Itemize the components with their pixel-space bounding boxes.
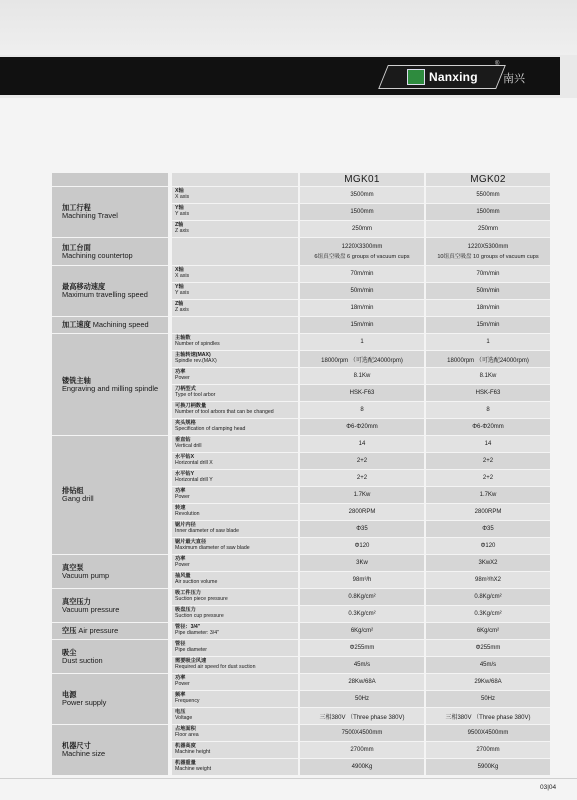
category-label-en: Dust suction xyxy=(62,655,103,665)
parameter-label-en: Z axis xyxy=(175,228,189,234)
category-label-en: Power supply xyxy=(62,698,107,707)
table-row xyxy=(52,640,550,656)
parameter-cell xyxy=(172,640,300,656)
value-mgk02-text: Φ35 xyxy=(482,526,494,532)
value-mgk01-text: 3Kw xyxy=(356,560,368,566)
value-mgk01-text: 2700mm xyxy=(350,747,374,753)
value-mgk01 xyxy=(300,742,426,758)
category-label-cn: 真空压力 xyxy=(62,596,91,606)
value-mgk02-text: 0.8Kg/cm² xyxy=(474,594,502,600)
value-mgk01-text: 18000rpm （可选配24000rpm) xyxy=(321,357,403,364)
table-header-row xyxy=(52,173,550,186)
value-mgk02 xyxy=(426,504,550,520)
value-mgk01-text: 2800RPM xyxy=(348,509,376,515)
page-top-margin xyxy=(0,0,577,55)
value-mgk02-text: 2+2 xyxy=(482,475,494,481)
parameter-label-cn: 功率 xyxy=(175,488,186,495)
parameter-cell xyxy=(172,742,300,758)
parameter-cell xyxy=(172,221,300,237)
parameter-label-cn: 夹头规格 xyxy=(175,420,196,427)
category-cell xyxy=(52,555,172,588)
value-mgk01 xyxy=(300,640,426,656)
value-mgk01 xyxy=(300,470,426,486)
parameter-label-en: Power xyxy=(175,681,190,687)
parameter-label-cn: 机器重量 xyxy=(175,760,196,767)
value-mgk01 xyxy=(300,238,426,265)
footer-line xyxy=(0,778,577,779)
value-mgk01 xyxy=(300,691,426,707)
parameter-label-cn: 功率 xyxy=(175,675,186,682)
parameter-cell xyxy=(172,572,300,588)
value-mgk02-text: 1.7Kw xyxy=(479,492,497,498)
value-mgk02 xyxy=(426,351,550,367)
value-mgk01 xyxy=(300,283,426,299)
parameter-label-en: Revolution xyxy=(175,511,200,517)
parameter-label-en: Inner diameter of saw blade xyxy=(175,528,240,534)
value-mgk01 xyxy=(300,204,426,220)
value-mgk01 xyxy=(300,674,426,690)
value-mgk01 xyxy=(300,419,426,435)
parameter-label-cn: 占地面积 xyxy=(175,726,196,733)
spec-table xyxy=(52,172,550,776)
value-mgk02 xyxy=(426,470,550,486)
category-label-en: Gang drill xyxy=(62,494,94,503)
category-label-en: Engraving and milling spindle xyxy=(62,383,159,393)
value-mgk02 xyxy=(426,487,550,503)
category-label-cn: 加工行程 xyxy=(62,203,91,212)
category-label-cn: 最高移动速度 xyxy=(62,282,106,291)
parameter-label-en: Z axis xyxy=(175,307,189,313)
parameter-label-cn: X轴 xyxy=(175,188,184,195)
value-mgk01-text: 50m/min xyxy=(350,288,374,294)
value-mgk01-text: Φ6-Φ20mm xyxy=(346,424,378,430)
parameter-label-cn: 机器高度 xyxy=(175,743,196,750)
value-mgk01 xyxy=(300,504,426,520)
value-mgk02-text: 98m³/hX2 xyxy=(474,577,501,583)
brand-logo xyxy=(378,65,506,89)
category-label-en: Vacuum pump xyxy=(62,570,110,580)
category-cell xyxy=(52,238,172,265)
category-label-en: Air pressure xyxy=(78,626,119,635)
parameter-cell xyxy=(172,300,300,316)
value-mgk01-text: 8.1Kw xyxy=(353,373,371,379)
value-mgk01 xyxy=(300,368,426,384)
value-mgk01 xyxy=(300,385,426,401)
value-mgk02 xyxy=(426,521,550,537)
value-mgk02-text: 8 xyxy=(486,407,490,413)
value-mgk02 xyxy=(426,204,550,220)
value-mgk02-text: 15m/min xyxy=(476,322,500,328)
value-mgk01-text: Φ255mm xyxy=(349,645,375,651)
value-mgk01-text: 6Kg/cm² xyxy=(350,628,374,634)
value-mgk02-text: 1 xyxy=(486,339,490,345)
parameter-cell xyxy=(172,317,300,333)
value-mgk02 xyxy=(426,708,550,724)
parameter-label-cn: 刀柄型式 xyxy=(175,386,196,393)
parameter-label-en: Air suction volume xyxy=(175,579,218,585)
category-cell xyxy=(52,623,172,639)
parameter-cell xyxy=(172,385,300,401)
value-mgk02 xyxy=(426,759,550,775)
value-mgk02-text: 9500X4500mm xyxy=(467,730,509,736)
value-mgk01 xyxy=(300,589,426,605)
value-mgk02-text: 0.3Kg/cm² xyxy=(474,611,502,617)
table-row xyxy=(52,589,550,605)
parameter-cell xyxy=(172,555,300,571)
parameter-cell xyxy=(172,470,300,486)
category-label-cn: 吸尘 xyxy=(62,647,77,657)
category-label-cn: 加工台面 xyxy=(62,242,91,252)
parameter-label-en: Horizontal drill X xyxy=(175,460,213,466)
parameter-cell xyxy=(172,725,300,741)
category-label-en: Machining countertop xyxy=(62,250,133,260)
parameter-cell xyxy=(172,657,300,673)
value-mgk01-text: 7500X4500mm xyxy=(341,730,383,736)
value-mgk02-text: 250mm xyxy=(477,226,498,232)
value-mgk01-text: 98m³/h xyxy=(352,577,372,583)
parameter-cell xyxy=(172,204,300,220)
value-mgk02 xyxy=(426,368,550,384)
category-cell xyxy=(52,589,172,622)
value-mgk02-text: 45m/s xyxy=(479,662,497,668)
category-label-en: Machining speed xyxy=(92,320,149,329)
category-label-cn: 镂铣主轴 xyxy=(62,375,91,385)
parameter-cell xyxy=(172,402,300,418)
value-mgk01 xyxy=(300,708,426,724)
value-mgk01 xyxy=(300,538,426,554)
parameter-label-cn: 垂直钻 xyxy=(175,437,191,444)
value-mgk01 xyxy=(300,436,426,452)
value-mgk01-detail: 6组真空吸盘 6 groups of vacuum cups xyxy=(314,253,410,260)
parameter-label-en: Required air speed for dust suction xyxy=(175,664,256,670)
brand-name-cn: 南兴 xyxy=(503,72,525,85)
value-mgk02-detail: 10组真空吸盘 10 groups of vacuum cups xyxy=(437,253,539,260)
parameter-label-cn: 需要吸尘风速 xyxy=(175,658,207,665)
value-mgk01-text: 50Hz xyxy=(354,696,369,702)
parameter-label-cn: Y轴 xyxy=(175,205,184,212)
value-mgk02 xyxy=(426,657,550,673)
parameter-label-cn: 锯片最大直径 xyxy=(175,539,207,546)
parameter-cell xyxy=(172,351,300,367)
parameter-label-en: Number of tool arbors that can be changed xyxy=(175,409,274,415)
value-mgk02 xyxy=(426,300,550,316)
category-cell xyxy=(52,187,172,237)
table-row xyxy=(52,266,550,282)
table-row xyxy=(52,334,550,350)
parameter-label-en: X axis xyxy=(175,273,190,279)
value-mgk01-text: 1 xyxy=(360,339,364,345)
table-row xyxy=(52,238,550,265)
parameter-cell xyxy=(172,589,300,605)
value-mgk02-text: 3KwX2 xyxy=(478,560,498,566)
value-mgk01 xyxy=(300,300,426,316)
value-mgk01 xyxy=(300,351,426,367)
category-label-cn: 空压 xyxy=(62,626,77,635)
parameter-label-en: Floor area xyxy=(175,732,199,738)
value-mgk02 xyxy=(426,453,550,469)
value-mgk01-text: 14 xyxy=(358,441,366,447)
parameter-label-cn: 锯片内径 xyxy=(175,522,196,529)
value-mgk01-text: HSK-F63 xyxy=(349,390,375,396)
table-row xyxy=(52,187,550,203)
parameter-cell xyxy=(172,487,300,503)
header-blank-cat xyxy=(52,173,172,186)
model-mgk01: MGK01 xyxy=(300,173,426,186)
value-mgk01-text: 0.3Kg/cm² xyxy=(348,611,376,617)
value-mgk02-text: 18m/min xyxy=(476,305,500,311)
parameter-label-en: Suction piece pressure xyxy=(175,596,228,602)
value-mgk02-text: 14 xyxy=(484,441,492,447)
parameter-label-en: Pipe diameter: 3/4" xyxy=(175,630,219,636)
parameter-label-en: Suction cup pressure xyxy=(175,613,224,619)
value-mgk01 xyxy=(300,266,426,282)
value-mgk01 xyxy=(300,187,426,203)
value-mgk01-text: 45m/s xyxy=(353,662,371,668)
parameter-label-cn: 管径：3/4" xyxy=(175,624,201,631)
value-mgk01-text: 3500mm xyxy=(350,192,374,198)
value-mgk01 xyxy=(300,521,426,537)
category-cell xyxy=(52,674,172,724)
value-mgk01 xyxy=(300,334,426,350)
parameter-cell xyxy=(172,368,300,384)
parameter-cell xyxy=(172,266,300,282)
value-mgk02-text: 6Kg/cm² xyxy=(476,628,500,634)
page-number: 03|04 xyxy=(540,784,557,791)
category-cell xyxy=(52,266,172,316)
value-mgk02 xyxy=(426,402,550,418)
value-mgk01-text: 三相380V （Three phase 380V) xyxy=(319,714,405,721)
value-mgk01-text: 1220X3300mm xyxy=(341,243,383,250)
value-mgk02 xyxy=(426,187,550,203)
value-mgk02 xyxy=(426,725,550,741)
parameter-label-en: Machine weight xyxy=(175,766,212,772)
value-mgk01 xyxy=(300,572,426,588)
category-label-cn: 机器尺寸 xyxy=(62,741,91,750)
value-mgk02 xyxy=(426,742,550,758)
value-mgk01-text: 2+2 xyxy=(356,475,368,481)
parameter-cell xyxy=(172,691,300,707)
value-mgk02 xyxy=(426,640,550,656)
value-mgk01 xyxy=(300,221,426,237)
value-mgk01-text: Φ35 xyxy=(356,526,368,532)
value-mgk01-text: 1500mm xyxy=(350,209,374,215)
parameter-cell xyxy=(172,623,300,639)
value-mgk01-text: 70m/min xyxy=(350,271,374,277)
category-label-cn: 电源 xyxy=(62,690,77,699)
category-cell xyxy=(52,436,172,554)
parameter-cell xyxy=(172,453,300,469)
parameter-label-en: Spindle rev.(MAX) xyxy=(175,358,217,364)
parameter-label-en: Power xyxy=(175,562,190,568)
value-mgk02-text: 2800RPM xyxy=(474,509,502,515)
parameter-label-cn: 转速 xyxy=(175,505,186,512)
value-mgk02 xyxy=(426,283,550,299)
parameter-cell xyxy=(172,238,300,265)
parameter-label-cn: X轴 xyxy=(175,267,184,274)
parameter-label-cn: Z轴 xyxy=(175,222,184,229)
table-row xyxy=(52,623,550,639)
parameter-cell xyxy=(172,283,300,299)
parameter-label-cn: 功率 xyxy=(175,556,186,563)
parameter-cell xyxy=(172,504,300,520)
value-mgk01-text: 2+2 xyxy=(356,458,368,464)
value-mgk01 xyxy=(300,453,426,469)
value-mgk01 xyxy=(300,317,426,333)
parameter-label-en: Y axis xyxy=(175,290,190,296)
registered-mark: ® xyxy=(495,61,500,67)
value-mgk02-text: 18000rpm （可选配24000rpm) xyxy=(447,357,529,364)
value-mgk02 xyxy=(426,623,550,639)
parameter-label-cn: Z轴 xyxy=(175,301,184,308)
value-mgk02-text: 29Kw/68A xyxy=(474,679,502,685)
category-label-cn: 真空泵 xyxy=(62,562,84,572)
value-mgk02-text: HSK-F63 xyxy=(475,390,501,396)
value-mgk02 xyxy=(426,538,550,554)
parameter-label-en: Power xyxy=(175,375,190,381)
category-label-cn: 加工速度 xyxy=(62,320,91,329)
category-label-en: Vacuum pressure xyxy=(62,604,120,614)
category-label-en: Machining Travel xyxy=(62,211,118,220)
parameter-label-en: Power xyxy=(175,494,190,500)
value-mgk02-text: 50Hz xyxy=(480,696,495,702)
value-mgk02-text: Φ255mm xyxy=(475,645,501,651)
parameter-label-cn: 主轴转速(MAX) xyxy=(175,352,211,359)
parameter-cell xyxy=(172,759,300,775)
value-mgk01-text: 28Kw/68A xyxy=(348,679,376,685)
value-mgk01 xyxy=(300,725,426,741)
table-row xyxy=(52,555,550,571)
parameter-label-en: Machine height xyxy=(175,749,211,755)
value-mgk01-text: 1.7Kw xyxy=(353,492,371,498)
parameter-label-en: Pipe diameter xyxy=(175,647,208,653)
parameter-label-en: Type of tool arbor xyxy=(175,392,216,398)
table-row xyxy=(52,317,550,333)
parameter-label-en: Y axis xyxy=(175,211,190,217)
model-mgk02: MGK02 xyxy=(426,173,550,186)
parameter-label-cn: 主轴数 xyxy=(175,335,191,342)
value-mgk02 xyxy=(426,555,550,571)
value-mgk01-text: 0.8Kg/cm² xyxy=(348,594,376,600)
value-mgk01-text: Φ120 xyxy=(354,543,370,549)
parameter-label-cn: 吸工件压力 xyxy=(175,590,201,597)
category-label-en: Maximum travelling speed xyxy=(62,290,148,299)
parameter-label-en: X axis xyxy=(175,194,190,200)
value-mgk02-text: 三相380V （Three phase 380V) xyxy=(445,714,531,721)
value-mgk01 xyxy=(300,555,426,571)
value-mgk02 xyxy=(426,691,550,707)
value-mgk02-text: 50m/min xyxy=(476,288,500,294)
value-mgk01-text: 8 xyxy=(360,407,364,413)
parameter-label-cn: 电压 xyxy=(175,709,186,716)
value-mgk02-text: 2700mm xyxy=(476,747,500,753)
value-mgk01-text: 15m/min xyxy=(350,322,374,328)
value-mgk02-text: Φ120 xyxy=(480,543,496,549)
parameter-label-en: Voltage xyxy=(175,715,193,721)
parameter-label-en: Number of spindles xyxy=(175,341,220,347)
category-cell xyxy=(52,317,172,333)
parameter-label-cn: 抽风量 xyxy=(175,573,191,580)
value-mgk02 xyxy=(426,334,550,350)
value-mgk02 xyxy=(426,238,550,265)
parameter-label-cn: 吸盘压力 xyxy=(175,607,196,614)
parameter-label-cn: Y轴 xyxy=(175,284,184,291)
parameter-label-en: Horizontal drill Y xyxy=(175,477,213,483)
parameter-cell xyxy=(172,521,300,537)
value-mgk01 xyxy=(300,623,426,639)
value-mgk02-text: 70m/min xyxy=(476,271,500,277)
category-label-en: Machine size xyxy=(62,749,106,758)
value-mgk02 xyxy=(426,317,550,333)
value-mgk02-text: 5500mm xyxy=(476,192,500,198)
table-row xyxy=(52,725,550,741)
value-mgk01-text: 18m/min xyxy=(350,305,374,311)
parameter-label-cn: 水平钻X xyxy=(175,454,195,461)
value-mgk02 xyxy=(426,674,550,690)
value-mgk02 xyxy=(426,266,550,282)
value-mgk02 xyxy=(426,572,550,588)
value-mgk02 xyxy=(426,419,550,435)
value-mgk01 xyxy=(300,759,426,775)
value-mgk02-text: 1500mm xyxy=(476,209,500,215)
value-mgk01 xyxy=(300,402,426,418)
value-mgk01-text: 250mm xyxy=(351,226,372,232)
nanxing-logo-icon xyxy=(407,69,425,85)
parameter-label-en: Specification of clamping head xyxy=(175,426,246,432)
parameter-label-cn: 频率 xyxy=(175,692,186,699)
value-mgk02 xyxy=(426,385,550,401)
value-mgk02 xyxy=(426,606,550,622)
value-mgk01-text: 4900Kg xyxy=(351,764,373,770)
table-row xyxy=(52,674,550,690)
header-blank-sub xyxy=(172,173,300,186)
parameter-cell xyxy=(172,606,300,622)
category-cell xyxy=(52,640,172,673)
parameter-cell xyxy=(172,674,300,690)
value-mgk02-text: Φ6-Φ20mm xyxy=(472,424,504,430)
parameter-cell xyxy=(172,187,300,203)
value-mgk02 xyxy=(426,436,550,452)
parameter-cell xyxy=(172,708,300,724)
value-mgk01 xyxy=(300,606,426,622)
category-cell xyxy=(52,725,172,775)
parameter-label-en: Frequency xyxy=(175,698,200,704)
parameter-label-cn: 管径 xyxy=(175,641,186,648)
parameter-cell xyxy=(172,436,300,452)
parameter-label-en: Vertical drill xyxy=(175,443,202,449)
parameter-label-cn: 功率 xyxy=(175,369,186,376)
value-mgk01 xyxy=(300,657,426,673)
value-mgk02-text: 1220X5300mm xyxy=(467,243,509,250)
parameter-label-en: Maximum diameter of saw blade xyxy=(175,545,250,551)
parameter-label-cn: 水平钻Y xyxy=(175,471,195,478)
category-cell xyxy=(52,334,172,435)
value-mgk02-text: 5900Kg xyxy=(477,764,499,770)
category-label-cn: 排钻组 xyxy=(62,486,84,495)
parameter-cell xyxy=(172,419,300,435)
value-mgk02 xyxy=(426,589,550,605)
value-mgk01 xyxy=(300,487,426,503)
brand-name: Nanxing xyxy=(428,70,478,84)
value-mgk02-text: 8.1Kw xyxy=(479,373,497,379)
table-row xyxy=(52,436,550,452)
parameter-cell xyxy=(172,334,300,350)
value-mgk02-text: 2+2 xyxy=(482,458,494,464)
parameter-label-cn: 可换刀柄数量 xyxy=(175,403,207,410)
value-mgk02 xyxy=(426,221,550,237)
parameter-cell xyxy=(172,538,300,554)
